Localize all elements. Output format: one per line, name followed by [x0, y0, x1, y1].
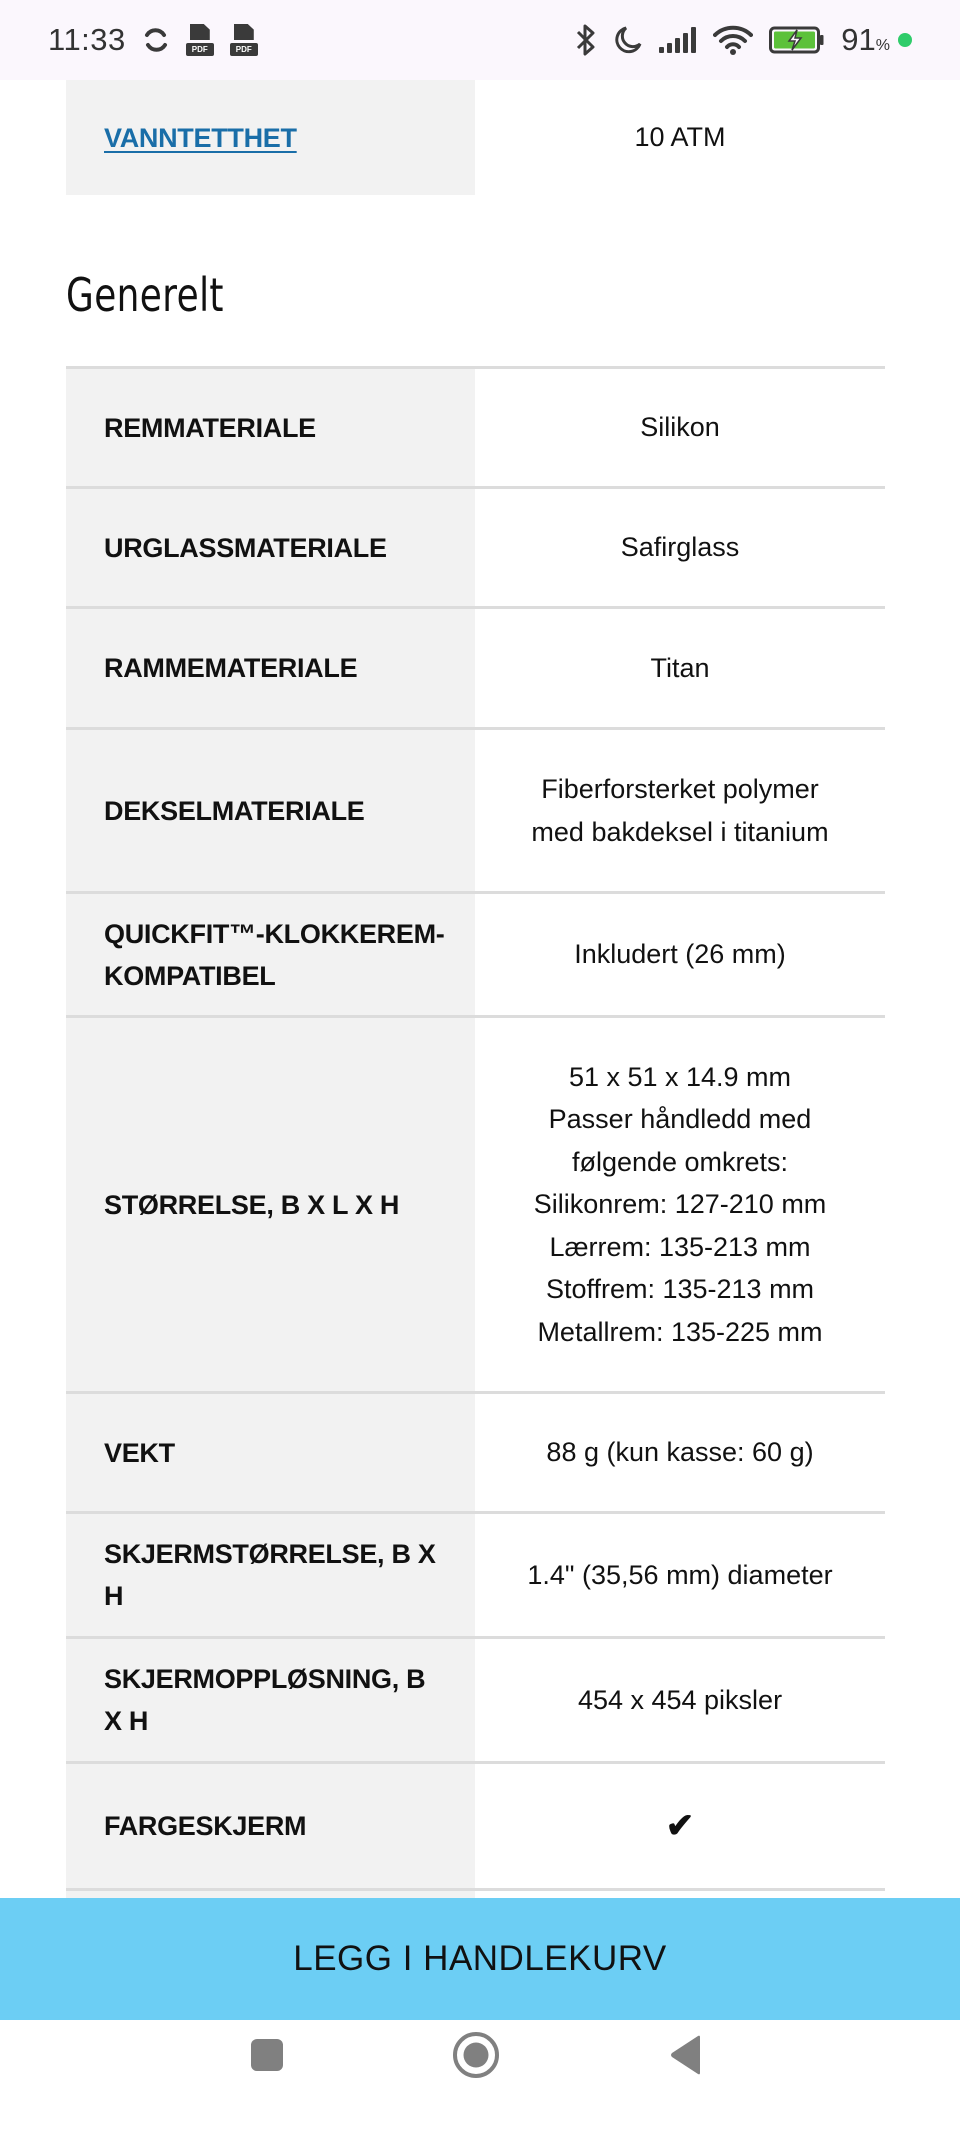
spec-value: Safirglass — [620, 532, 740, 563]
clock: 11:33 — [48, 22, 126, 57]
do-not-disturb-moon-icon — [613, 25, 643, 55]
back-button[interactable] — [651, 2022, 721, 2092]
status-bar-right — [575, 22, 912, 58]
spec-value: 454 x 454 piksler — [577, 1684, 783, 1715]
pdf-icon: PDF — [230, 24, 258, 56]
spec-value: 1.4" (35,56 mm) diameter — [527, 1559, 833, 1590]
table-row — [66, 1394, 885, 1514]
recents-button[interactable] — [232, 2022, 302, 2092]
bluetooth-icon — [575, 23, 597, 57]
spec-value — [475, 1764, 885, 1888]
spec-value: 51 x 51 x 14.9 mm Passer håndledd med følgende omkrets: Silikonrem: 127-210 mm Lærrem: 135-213 mm Stoffrem: 135-213 mm Metallrem: 135-225 mm — [533, 1061, 827, 1347]
table-row — [66, 1764, 885, 1891]
table-row — [66, 1018, 885, 1394]
checkmark-icon: ✔ — [665, 1806, 695, 1845]
privacy-indicator-dot — [898, 33, 912, 47]
add-to-cart-button[interactable]: LEGG I HANDLEKURV — [0, 1898, 960, 2020]
status-bar — [0, 0, 960, 80]
spec-label: URGLASSMATERIALE — [66, 489, 475, 606]
battery-percent: 91% — [841, 22, 890, 57]
spec-label: REMMATERIALE — [66, 369, 475, 486]
spec-value: Fiberforsterket polymer med bakdeksel i titanium — [531, 774, 829, 847]
spec-label — [66, 80, 475, 195]
status-bar-left — [48, 22, 258, 58]
table-row — [66, 894, 885, 1018]
signal-icon — [659, 27, 697, 53]
spec-label: VEKT — [66, 1394, 475, 1511]
waterproof-link[interactable]: VANNTETTHET — [104, 122, 297, 153]
table-row — [66, 80, 885, 195]
spec-label: SKJERMSTØRRELSE, B X H — [66, 1514, 475, 1636]
back-triangle-icon — [669, 2035, 703, 2080]
wifi-icon — [713, 25, 753, 55]
table-row — [66, 1639, 885, 1764]
table-row — [66, 1514, 885, 1639]
spec-label: STØRRELSE, B X L X H — [66, 1018, 475, 1391]
spec-value: Titan — [650, 652, 710, 683]
spec-value: 88 g (kun kasse: 60 g) — [546, 1437, 814, 1468]
table-row — [66, 489, 885, 609]
spec-label: QUICKFIT™-KLOKKEREM-KOMPATIBEL — [66, 894, 475, 1015]
table-row — [66, 609, 885, 730]
system-nav-bar — [0, 2020, 960, 2134]
home-circle-icon — [452, 2031, 500, 2084]
section-heading: Generelt — [66, 268, 224, 322]
sync-icon — [142, 26, 170, 54]
spec-label: SKJERMOPPLØSNING, B X H — [66, 1639, 475, 1761]
pdf-icon: PDF — [186, 24, 214, 56]
spec-label: FARGESKJERM — [66, 1764, 475, 1888]
recents-square-icon — [250, 2038, 284, 2077]
spec-label: RAMMEMATERIALE — [66, 609, 475, 727]
spec-label: DEKSELMATERIALE — [66, 730, 475, 891]
general-spec-table — [66, 366, 885, 1931]
table-row — [66, 369, 885, 489]
home-button[interactable] — [441, 2022, 511, 2092]
spec-value: Inkludert (26 mm) — [574, 939, 786, 970]
battery-charging-icon — [769, 26, 825, 54]
table-row — [66, 730, 885, 894]
spec-value: 10 ATM — [634, 122, 726, 153]
previous-spec-table — [66, 80, 885, 195]
spec-value: Silikon — [640, 412, 720, 443]
